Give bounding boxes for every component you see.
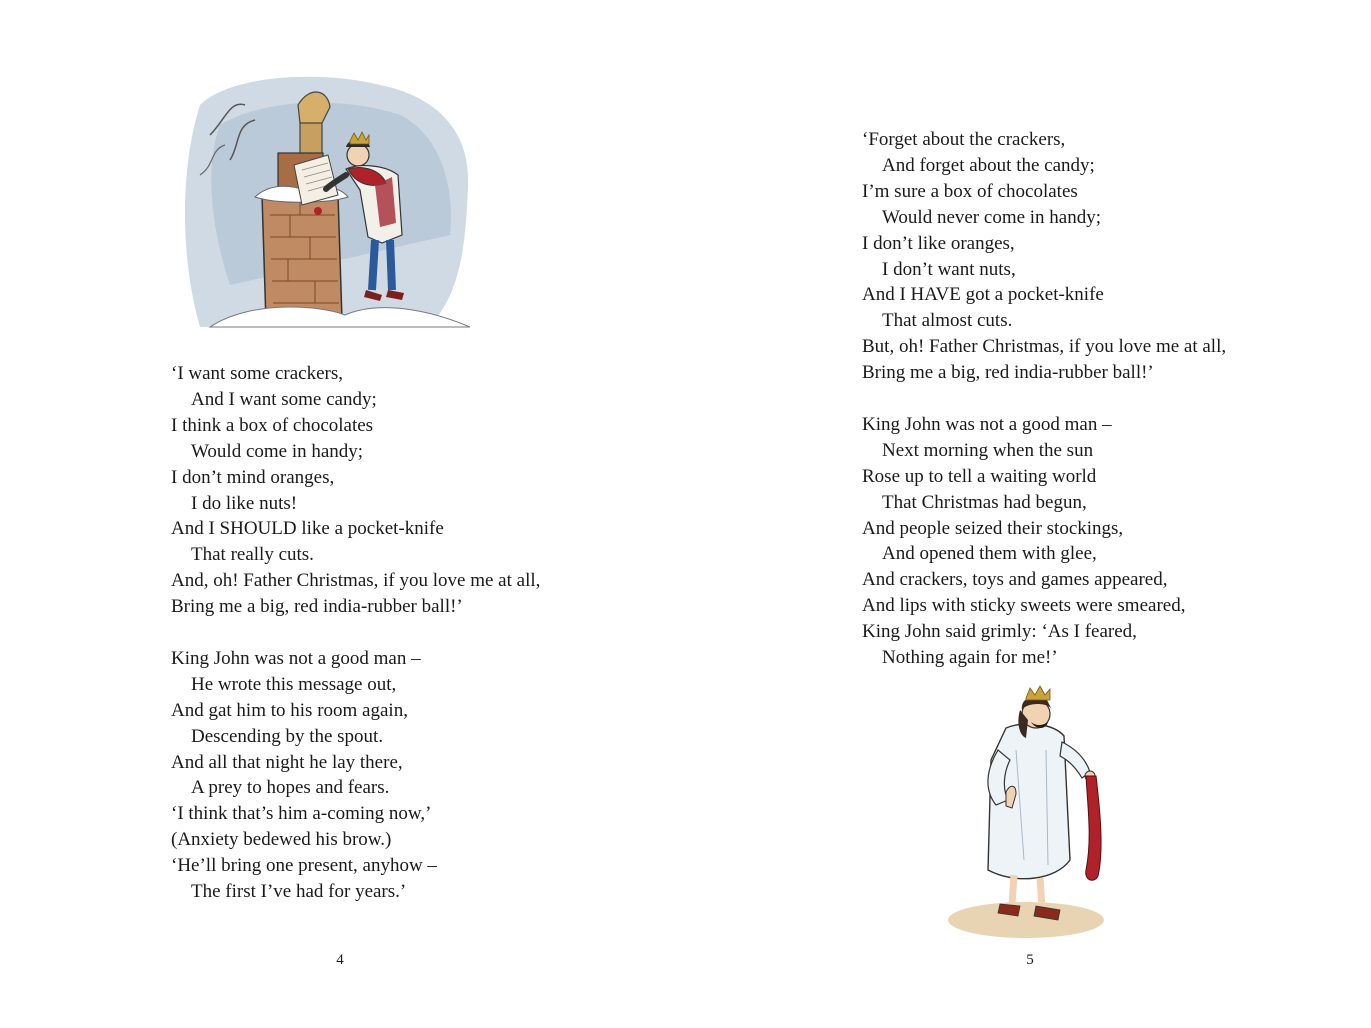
poem-line: And, oh! Father Christmas, if you love me at all, [171,570,541,592]
poem-line: But, oh! Father Christmas, if you love me at all, [862,336,1227,358]
poem-line: And I SHOULD like a pocket-knife [171,518,444,540]
poem-line: Descending by the spout. [191,725,384,747]
poem-line: That almost cuts. [882,310,1013,332]
right-poem [862,127,1226,671]
poem-line: And I HAVE got a pocket-knife [862,284,1104,306]
right-page [686,0,1371,1028]
king-in-nightshirt-illustration [936,680,1126,945]
poem-line: King John said grimly: ‘As I feared, [862,621,1137,643]
poem-line: I don’t want nuts, [882,258,1016,280]
poem-line: I do like nuts! [191,492,298,514]
poem-line: I don’t mind oranges, [171,466,335,488]
poem-line: ‘Forget about the crackers, [862,129,1066,150]
poem-line: Nothing again for me!’ [882,647,1058,669]
poem-line: Bring me a big, red india-rubber ball!’ [862,362,1154,384]
poem-line: Would never come in handy; [882,206,1102,228]
poem-line: ‘I want some crackers, [171,363,343,384]
poem-line: ‘I think that’s him a-coming now,’ [171,803,432,825]
poem-line: King John was not a good man – [862,413,1112,435]
left-poem [171,361,540,905]
king-on-chimney-illustration [170,65,490,350]
poem-line: And lips with sticky sweets were smeared, [862,595,1186,617]
stanza-break [171,620,540,646]
poem-line: Next morning when the sun [882,439,1094,461]
poem-line: Bring me a big, red india-rubber ball!’ [171,596,463,618]
stanza-break [862,386,1226,412]
poem-line: Rose up to tell a waiting world [862,465,1097,487]
poem-line: That Christmas had begun, [882,491,1087,513]
poem-line: That really cuts. [191,544,314,566]
poem-line: The first I’ve had for years.’ [191,881,407,903]
poem-line: (Anxiety bedewed his brow.) [171,829,392,851]
poem-line: He wrote this message out, [191,673,397,695]
poem-line: And gat him to his room again, [171,699,408,721]
page-number-left: 4 [336,952,344,968]
poem-line: Would come in handy; [191,440,364,462]
page-number-right: 5 [1026,952,1034,968]
poem-line: And crackers, toys and games appeared, [862,569,1168,591]
poem-line: I think a box of chocolates [171,414,374,436]
poem-line: I’m sure a box of chocolates [862,180,1078,202]
poem-line: I don’t like oranges, [862,232,1015,254]
poem-line: ‘He’ll bring one present, anyhow – [171,855,437,877]
poem-line: And all that night he lay there, [171,751,403,773]
poem-line: And people seized their stockings, [862,517,1124,539]
poem-line: And I want some candy; [191,388,377,410]
poem-line: A prey to hopes and fears. [191,777,390,799]
poem-line: And forget about the candy; [882,154,1095,176]
poem-line: King John was not a good man – [171,647,421,669]
left-page [0,0,685,1028]
poem-line: And opened them with glee, [882,543,1097,565]
